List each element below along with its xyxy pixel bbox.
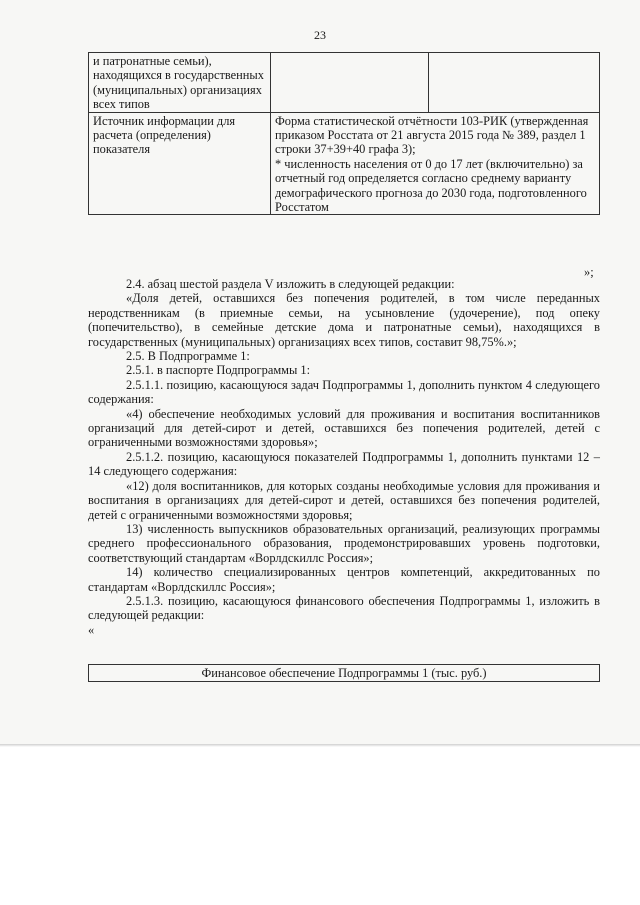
table-cell: [271, 53, 429, 113]
finance-header: Финансовое обеспечение Подпрограммы 1 (тыс. руб.): [88, 664, 600, 682]
paragraph: «4) обеспечение необходимых условий для проживания и воспитания воспитанников организаций для детей-сирот и детей, оставшихся без попечения родителей, детей с ограниченными возможностями здоровья»;: [88, 406, 600, 450]
paragraph: 2.5.1.3. позицию, касающуюся финансового обеспечения Подпрограммы 1, изложить в следующей редакции:: [88, 593, 600, 623]
paragraph: 14) количество специализированных центров компетенций, аккредитованных по стандартам «Ворлдскиллс Россия»;: [88, 565, 600, 594]
table-cell-source: Форма статистической отчётности 103-РИК (утвержденная приказом Росстата от 21 августа 2015 года № 389, раздел 1 строки 37+39+40 графа 3); * численность населения от 0 до 17 лет (включительно) за отчетный год определяется согласно среднему варианту демографического прогноза до 2030 года, подготовленного Росстатом: [271, 112, 600, 215]
paragraph: «Доля детей, оставшихся без попечения родителей, в том числе переданных неродственникам (в приемные семьи, на усыновление (удочерение), под опеку (попечительство), в семейные детские дома и патронатные семьи), находящихся в государственных (муниципальных) организациях всех типов, составит 98,75%.»;: [88, 291, 600, 349]
paragraph: «12) доля воспитанников, для которых созданы необходимые условия для проживания и воспитания в организациях для детей-сирот и детей, оставшихся без попечения родителей, детей с ограниченными возможностями здоровья;: [88, 478, 600, 522]
paragraph: 2.4. абзац шестой раздела V изложить в следующей редакции:: [126, 277, 455, 291]
table-cell: Источник информации для расчета (определения) показателя: [89, 112, 271, 215]
table-cell: и патронатные семьи), находящихся в государственных (муниципальных) организациях всех типов: [89, 53, 271, 113]
table-row: [89, 112, 600, 215]
page-number: 23: [314, 28, 326, 42]
table-row: [89, 53, 600, 113]
document-body: [88, 277, 600, 637]
closing-quote: »;: [584, 265, 594, 279]
paragraph: 2.5. В Подпрограмме 1:: [126, 349, 250, 364]
paragraph: 2.5.1.2. позицию, касающуюся показателей Подпрограммы 1, дополнить пунктами 12 – 14 следующего содержания:: [88, 449, 600, 479]
paragraph: 2.5.1. в паспорте Подпрограммы 1:: [126, 363, 311, 378]
paragraph: 13) численность выпускников образовательных организаций, реализующих программы среднего профессионального образования, продемонстрировавших уровень подготовки, соответствующий стандартам «Ворлдскиллс Россия»;: [88, 521, 600, 565]
indicator-table: [88, 52, 600, 215]
paragraph: 2.5.1.1. позицию, касающуюся задач Подпрограммы 1, дополнить пунктом 4 следующего содержания:: [88, 377, 600, 407]
page-edge: [0, 744, 640, 747]
table-cell: [429, 53, 600, 113]
opening-quote: «: [88, 622, 95, 637]
